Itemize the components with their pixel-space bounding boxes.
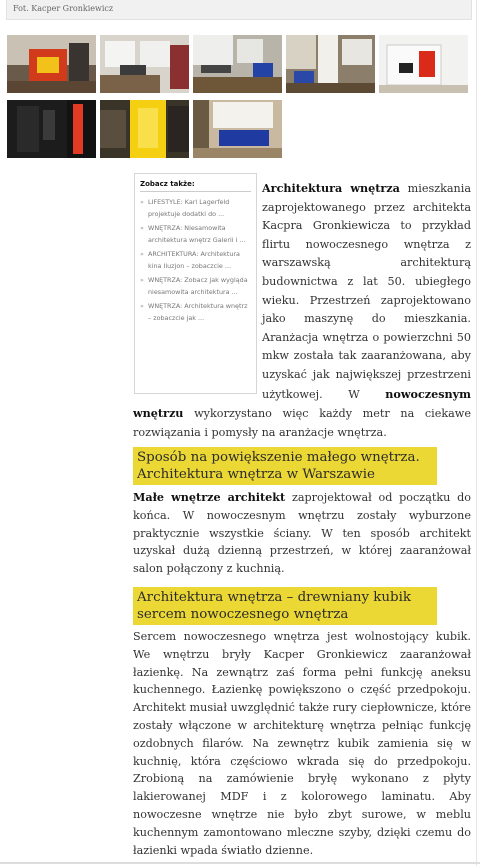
gallery-thumbnail-6[interactable]: [7, 100, 96, 158]
related-article-link[interactable]: » WNĘTRZA: Niesamowita architektura wnętrz Galerii i ...: [140, 222, 251, 246]
photo-thumbnail-icon: [7, 35, 96, 93]
section-heading-1: Sposób na powiększenie małego wnętrza. Architektura wnętrza w Warszawie: [133, 447, 437, 485]
related-article-link[interactable]: » WNĘTRZA: Zobacz jak wygląda niesamowita architektura ...: [140, 274, 251, 298]
related-article-link[interactable]: » LIFESTYLE: Karl Lagerfeld projektuje dodatki do ...: [140, 196, 251, 220]
related-article-link[interactable]: » ARCHITEKTURA: Architektura kina Iluzjon – zobaczcie ...: [140, 248, 251, 272]
photo-thumbnail-icon: [193, 35, 282, 93]
intro-text-1: mieszkania zaprojektowanego przez architekta Kacpra Gronkiewicza to przykład flirtu nowoczesnego wnętrza z warszawską architekturą budownictwa z lat 50. ubiegłego wieku. Przestrzeń zaprojektowano jako maszynę do mieszkania. Aranżacja wnętrza o powierzchni 50 mkw została tak zaaranżowana, aby uzyskać jak największej przestrzeni użytkowej. W: [262, 182, 471, 401]
intro-mid-bold: nowoczesnym wnętrzu: [133, 386, 471, 421]
photo-thumbnail-icon: [379, 35, 468, 93]
gallery-thumbnail-7[interactable]: [100, 100, 189, 158]
bottom-divider: [0, 862, 480, 864]
photo-thumbnail-icon: [100, 100, 189, 158]
photo-thumbnail-icon: [193, 100, 282, 158]
related-articles-heading: Zobacz także:: [140, 180, 251, 192]
intro-text-2: wykorzystano więc każdy metr na ciekawe rozwiązania i pomysły na aranżacje wnętrza.: [133, 407, 471, 439]
gallery-thumbnail-3[interactable]: [193, 35, 282, 93]
gallery-thumbnail-8[interactable]: [193, 100, 282, 158]
gallery-thumbnail-2[interactable]: [100, 35, 189, 93]
section-2-paragraph: Sercem nowoczesnego wnętrza jest wolnostojący kubik. We wnętrzu bryły Kacper Gronkiewicz zaaranżował łazienkę. Na zewnątrz zaś forma pełni funkcję aneksu kuchennego. Łazienkę powiększono o część przedpokoju. Architekt musiał uwzględnić także rury ciepłownicze, które zostały włączone w architekturę wnętrza pełniąc funkcję ozdobnych filarów. Na zewnętrz kubik zamienia się w kuchnię, która częściowo wkrada się do przedpokoju. Zrobioną na zamówienie bryłę wykonano z płyty lakierowanej MDF i z kolorowego laminatu. Aby nowoczesne wnętrze nie było zbyt surowe, w meblu kuchennym zamontowano mleczne szyby, dzięki czemu do łazienki wpada światło dzienne.: [133, 630, 471, 857]
photo-credit-bar: [6, 0, 472, 20]
intro-lead-bold: Architektura wnętrza: [262, 181, 400, 195]
photo-thumbnail-icon: [286, 35, 375, 93]
gallery-thumbnail-1[interactable]: [7, 35, 96, 93]
photo-thumbnail-icon: [100, 35, 189, 93]
section-1-text: zaprojektował od początku do końca. W nowoczesnym wnętrzu zostały wyburzone praktycznie wszystkie ściany. W ten sposób architekt uzyskał dużą dzienną przestrzeń, w której zaaranżował salon połączony z kuchnią.: [133, 491, 471, 576]
section-1-lead-bold: Małe wnętrze architekt: [133, 490, 286, 504]
gallery-thumbnail-4[interactable]: [286, 35, 375, 93]
intro-paragraph: [133, 179, 471, 442]
section-heading-2: Architektura wnętrza – drewniany kubik sercem nowoczesnego wnętrza: [133, 587, 437, 625]
gallery-thumbnail-5[interactable]: [379, 35, 468, 93]
photo-credit: Fot. Kacper Gronkiewicz: [13, 4, 114, 13]
related-box-spacer: [133, 179, 262, 395]
page-edge: [476, 0, 477, 866]
photo-thumbnail-icon: [7, 100, 96, 158]
related-article-link[interactable]: » WNĘTRZA: Architektura wnętrz – zobaczcie jak ...: [140, 300, 251, 324]
section-1-paragraph: [133, 489, 471, 578]
